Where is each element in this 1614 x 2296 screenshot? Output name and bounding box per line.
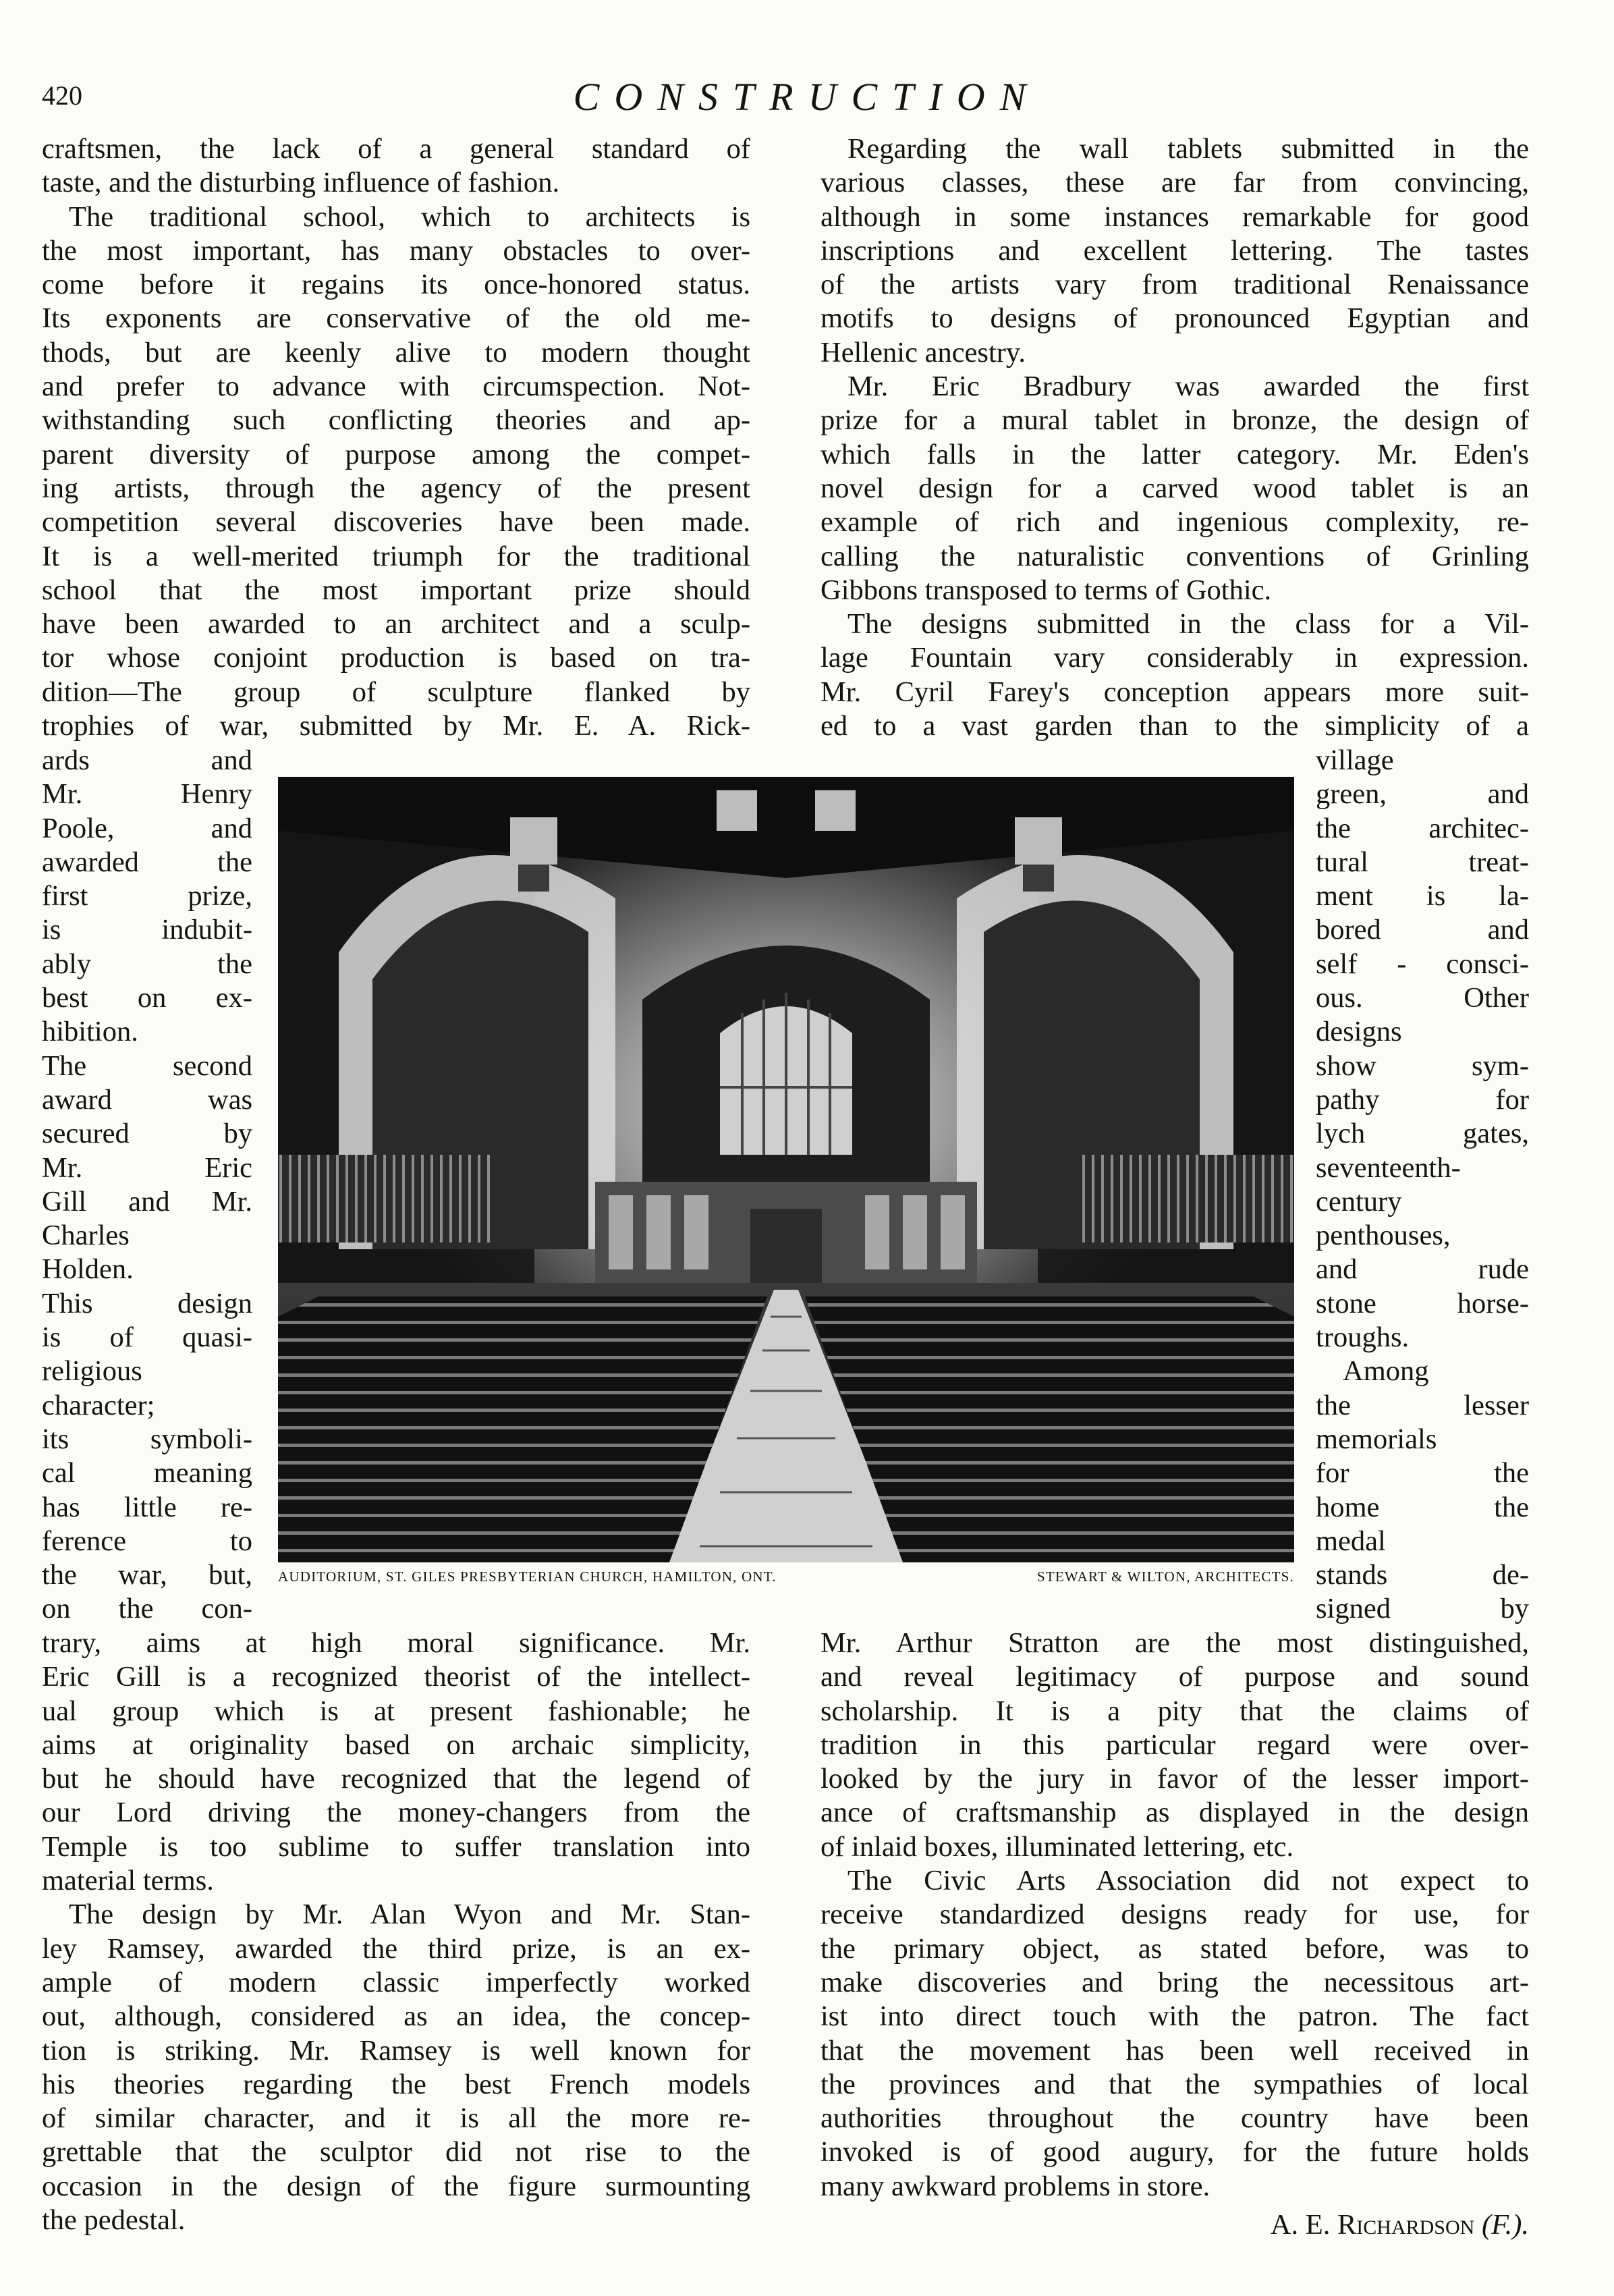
author-suffix: (F.). — [1481, 2209, 1529, 2241]
text-line: Eric Gill is a recognized theorist of the intellect- — [42, 1661, 750, 1693]
journal-title: CONSTRUCTION — [573, 75, 1041, 119]
text-line: Mr. Cyril Farey's conception appears more suit- — [820, 676, 1529, 708]
text-line: The designs submitted in the class for a Vil- — [847, 608, 1529, 640]
text-line: the most important, has many obstacles to over- — [42, 234, 750, 267]
narrow-text-line: penthouses, — [1316, 1220, 1451, 1252]
narrow-text-line: ference to — [42, 1525, 252, 1557]
narrow-text-line: memorials — [1316, 1423, 1437, 1455]
narrow-text-line: lych gates, — [1316, 1118, 1529, 1150]
text-line: Gibbons transposed to terms of Gothic. — [820, 574, 1272, 606]
author-name: A. E. Richardson — [1270, 2209, 1475, 2241]
narrow-text-line: Mr. Henry — [42, 778, 252, 811]
narrow-text-line: ably the — [42, 948, 252, 980]
text-line: grettable that the sculptor did not rise to the — [42, 2136, 750, 2168]
text-line: out, although, considered as an idea, the concep- — [42, 2000, 750, 2033]
text-line: authorities throughout the country have been — [820, 2102, 1529, 2135]
text-line: dition—The group of sculpture flanked by — [42, 676, 750, 708]
text-line: ing artists, through the agency of the present — [42, 472, 750, 504]
narrow-text-line: cal meaning — [42, 1457, 252, 1489]
narrow-text-line: designs — [1316, 1016, 1402, 1048]
text-line: of similar character, and it is all the more re- — [42, 2102, 750, 2135]
text-line: ley Ramsey, awarded the third prize, is an ex- — [42, 1932, 750, 1965]
text-line: material terms. — [42, 1865, 214, 1897]
narrow-text-line: village — [1316, 744, 1394, 776]
right-narrow-column — [1316, 744, 1529, 1627]
text-line: inscriptions and excellent lettering. The tastes — [820, 234, 1529, 267]
text-line: and reveal legitimacy of purpose and sound — [820, 1661, 1529, 1693]
church-auditorium-photo — [278, 777, 1294, 1562]
text-line: ual group which is at present fashionable; he — [42, 1695, 750, 1727]
narrow-text-line: ment is la- — [1316, 880, 1529, 912]
text-line: prize for a mural tablet in bronze, the design of — [820, 404, 1529, 437]
narrow-text-line: This design — [42, 1287, 252, 1319]
text-line: that the movement has been well received in — [820, 2034, 1529, 2067]
text-line: novel design for a carved wood tablet is an — [820, 472, 1529, 504]
text-line: ample of modern classic imperfectly worked — [42, 1966, 750, 1998]
text-line: and prefer to advance with circumspection. Not- — [42, 371, 750, 403]
narrow-text-line: is indubit- — [42, 914, 252, 946]
narrow-text-line: Charles — [42, 1220, 130, 1252]
text-line: scholarship. It is a pity that the claims of — [820, 1695, 1529, 1727]
narrow-text-line: Poole, and — [42, 812, 252, 844]
text-line: lage Fountain vary considerably in expression. — [820, 642, 1529, 674]
narrow-text-line: seventeenth- — [1316, 1151, 1461, 1184]
narrow-text-line: best on ex- — [42, 982, 252, 1014]
text-line: but he should have recognized that the legend of — [42, 1763, 750, 1795]
text-line: the pedestal. — [42, 2204, 186, 2237]
text-line: invoked is of good augury, for the future holds — [820, 2136, 1529, 2168]
text-line: many awkward problems in store. — [820, 2170, 1210, 2202]
text-line: withstanding such conflicting theories and ap- — [42, 404, 750, 437]
text-line: Mr. Arthur Stratton are the most distinguished, — [820, 1627, 1529, 1659]
narrow-text-line: self - consci- — [1316, 948, 1529, 980]
text-line: It is a well-merited triumph for the traditional — [42, 540, 750, 572]
text-line: aims at originality based on archaic simplicity, — [42, 1728, 750, 1761]
text-line: Its exponents are conservative of the old me- — [42, 302, 750, 335]
text-line: motifs to designs of pronounced Egyptian and — [820, 302, 1529, 335]
text-line: parent diversity of purpose among the compet- — [42, 438, 750, 470]
narrow-text-line: secured by — [42, 1118, 252, 1150]
narrow-text-line: Mr. Eric — [42, 1151, 252, 1184]
text-line: Mr. Eric Bradbury was awarded the first — [847, 371, 1529, 403]
text-line: Hellenic ancestry. — [820, 336, 1026, 368]
text-line: trary, aims at high moral significance. Mr. — [42, 1627, 750, 1659]
text-line: of inlaid boxes, illuminated lettering, etc. — [820, 1830, 1294, 1863]
text-line: his theories regarding the best French models — [42, 2068, 750, 2100]
narrow-text-line: award was — [42, 1083, 252, 1116]
narrow-text-line: century — [1316, 1185, 1402, 1218]
narrow-text-line: stands de- — [1316, 1559, 1529, 1591]
text-line: receive standardized designs ready for use, for — [820, 1898, 1529, 1931]
narrow-text-line: stone horse- — [1316, 1287, 1529, 1319]
left-narrow-column — [42, 744, 252, 1627]
text-line: looked by the jury in favor of the lesser import- — [820, 1763, 1529, 1795]
narrow-text-line: Holden. — [42, 1253, 134, 1286]
caption-title: AUDITORIUM, ST. GILES PRESBYTERIAN CHURCH, HAMILTON, ONT. — [278, 1568, 777, 1585]
narrow-text-line: and rude — [1316, 1253, 1529, 1286]
text-line: ed to a vast garden than to the simplicity of a — [820, 710, 1529, 742]
text-line: our Lord driving the money-changers from the — [42, 1797, 750, 1829]
narrow-text-line: tural treat- — [1316, 846, 1529, 878]
narrow-text-line: hibition. — [42, 1016, 138, 1048]
narrow-text-line: has little re- — [42, 1491, 252, 1523]
author-signature — [820, 2208, 1540, 2242]
narrow-text-line: is of quasi- — [42, 1321, 252, 1354]
narrow-text-line: home the — [1316, 1491, 1529, 1523]
text-line: tradition in this particular regard were over- — [820, 1728, 1529, 1761]
text-line: come before it regains its once-honored status. — [42, 269, 750, 301]
narrow-text-line: on the con- — [42, 1593, 252, 1625]
text-line: Regarding the wall tablets submitted in the — [847, 133, 1529, 165]
text-line: various classes, these are far from convincing, — [820, 167, 1529, 199]
text-line: ance of craftsmanship as displayed in the design — [820, 1797, 1529, 1829]
right-column-bottom — [820, 1627, 1529, 2204]
narrow-text-line: troughs. — [1316, 1321, 1410, 1354]
text-line: Temple is too sublime to suffer translation into — [42, 1830, 750, 1863]
text-line: The design by Mr. Alan Wyon and Mr. Stan- — [69, 1898, 750, 1931]
text-line: The Civic Arts Association did not expect to — [847, 1865, 1529, 1897]
page-number: 420 — [42, 80, 82, 111]
text-line: have been awarded to an architect and a sculp- — [42, 608, 750, 640]
narrow-text-line: Among — [1343, 1355, 1429, 1388]
narrow-text-line: character; — [42, 1389, 155, 1421]
narrow-text-line: ous. Other — [1316, 982, 1529, 1014]
text-line: make discoveries and bring the necessitous art- — [820, 1966, 1529, 1998]
text-line: calling the naturalistic conventions of Grinling — [820, 540, 1529, 572]
text-line: The traditional school, which to architects is — [69, 200, 750, 233]
text-line: occasion in the design of the figure surmounting — [42, 2170, 750, 2202]
caption-architects: STEWART & WILTON, ARCHITECTS. — [1036, 1568, 1294, 1585]
text-line: the provinces and that the sympathies of local — [820, 2068, 1529, 2100]
text-line: thods, but are keenly alive to modern thought — [42, 336, 750, 368]
text-line: trophies of war, submitted by Mr. E. A. Rick- — [42, 710, 750, 742]
narrow-text-line: its symboli- — [42, 1423, 252, 1455]
text-line: tion is striking. Mr. Ramsey is well known for — [42, 2034, 750, 2067]
narrow-text-line: show sym- — [1316, 1049, 1529, 1082]
narrow-text-line: green, and — [1316, 778, 1529, 811]
narrow-text-line: the architec- — [1316, 812, 1529, 844]
narrow-text-line: pathy for — [1316, 1083, 1529, 1116]
text-line: of the artists vary from traditional Renaissance — [820, 269, 1529, 301]
text-line: the primary object, as stated before, was to — [820, 1932, 1529, 1965]
text-line: tor whose conjoint production is based on tra- — [42, 642, 750, 674]
narrow-text-line: bored and — [1316, 914, 1529, 946]
narrow-text-line: The second — [42, 1049, 252, 1082]
text-line: craftsmen, the lack of a general standard of — [42, 133, 750, 165]
narrow-text-line: medal — [1316, 1525, 1386, 1557]
narrow-text-line: religious — [42, 1355, 142, 1388]
text-line: although in some instances remarkable for good — [820, 200, 1529, 233]
narrow-text-line: ards and — [42, 744, 252, 776]
narrow-text-line: for the — [1316, 1457, 1529, 1489]
text-line: competition several discoveries have been made. — [42, 506, 750, 539]
left-column-bottom — [42, 1627, 750, 2237]
narrow-text-line: Gill and Mr. — [42, 1185, 252, 1218]
narrow-text-line: first prize, — [42, 880, 252, 912]
text-line: taste, and the disturbing influence of fashion. — [42, 167, 560, 199]
narrow-text-line: awarded the — [42, 846, 252, 878]
narrow-text-line: the war, but, — [42, 1559, 252, 1591]
narrow-text-line: the lesser — [1316, 1389, 1529, 1421]
text-line: which falls in the latter category. Mr. Eden's — [820, 438, 1529, 470]
left-column-top — [42, 132, 750, 743]
text-line: example of rich and ingenious complexity, re- — [820, 506, 1529, 539]
narrow-text-line: signed by — [1316, 1593, 1529, 1625]
text-line: ist into direct touch with the patron. The fact — [820, 2000, 1529, 2033]
text-line: school that the most important prize should — [42, 574, 750, 606]
right-column-top — [820, 132, 1529, 743]
